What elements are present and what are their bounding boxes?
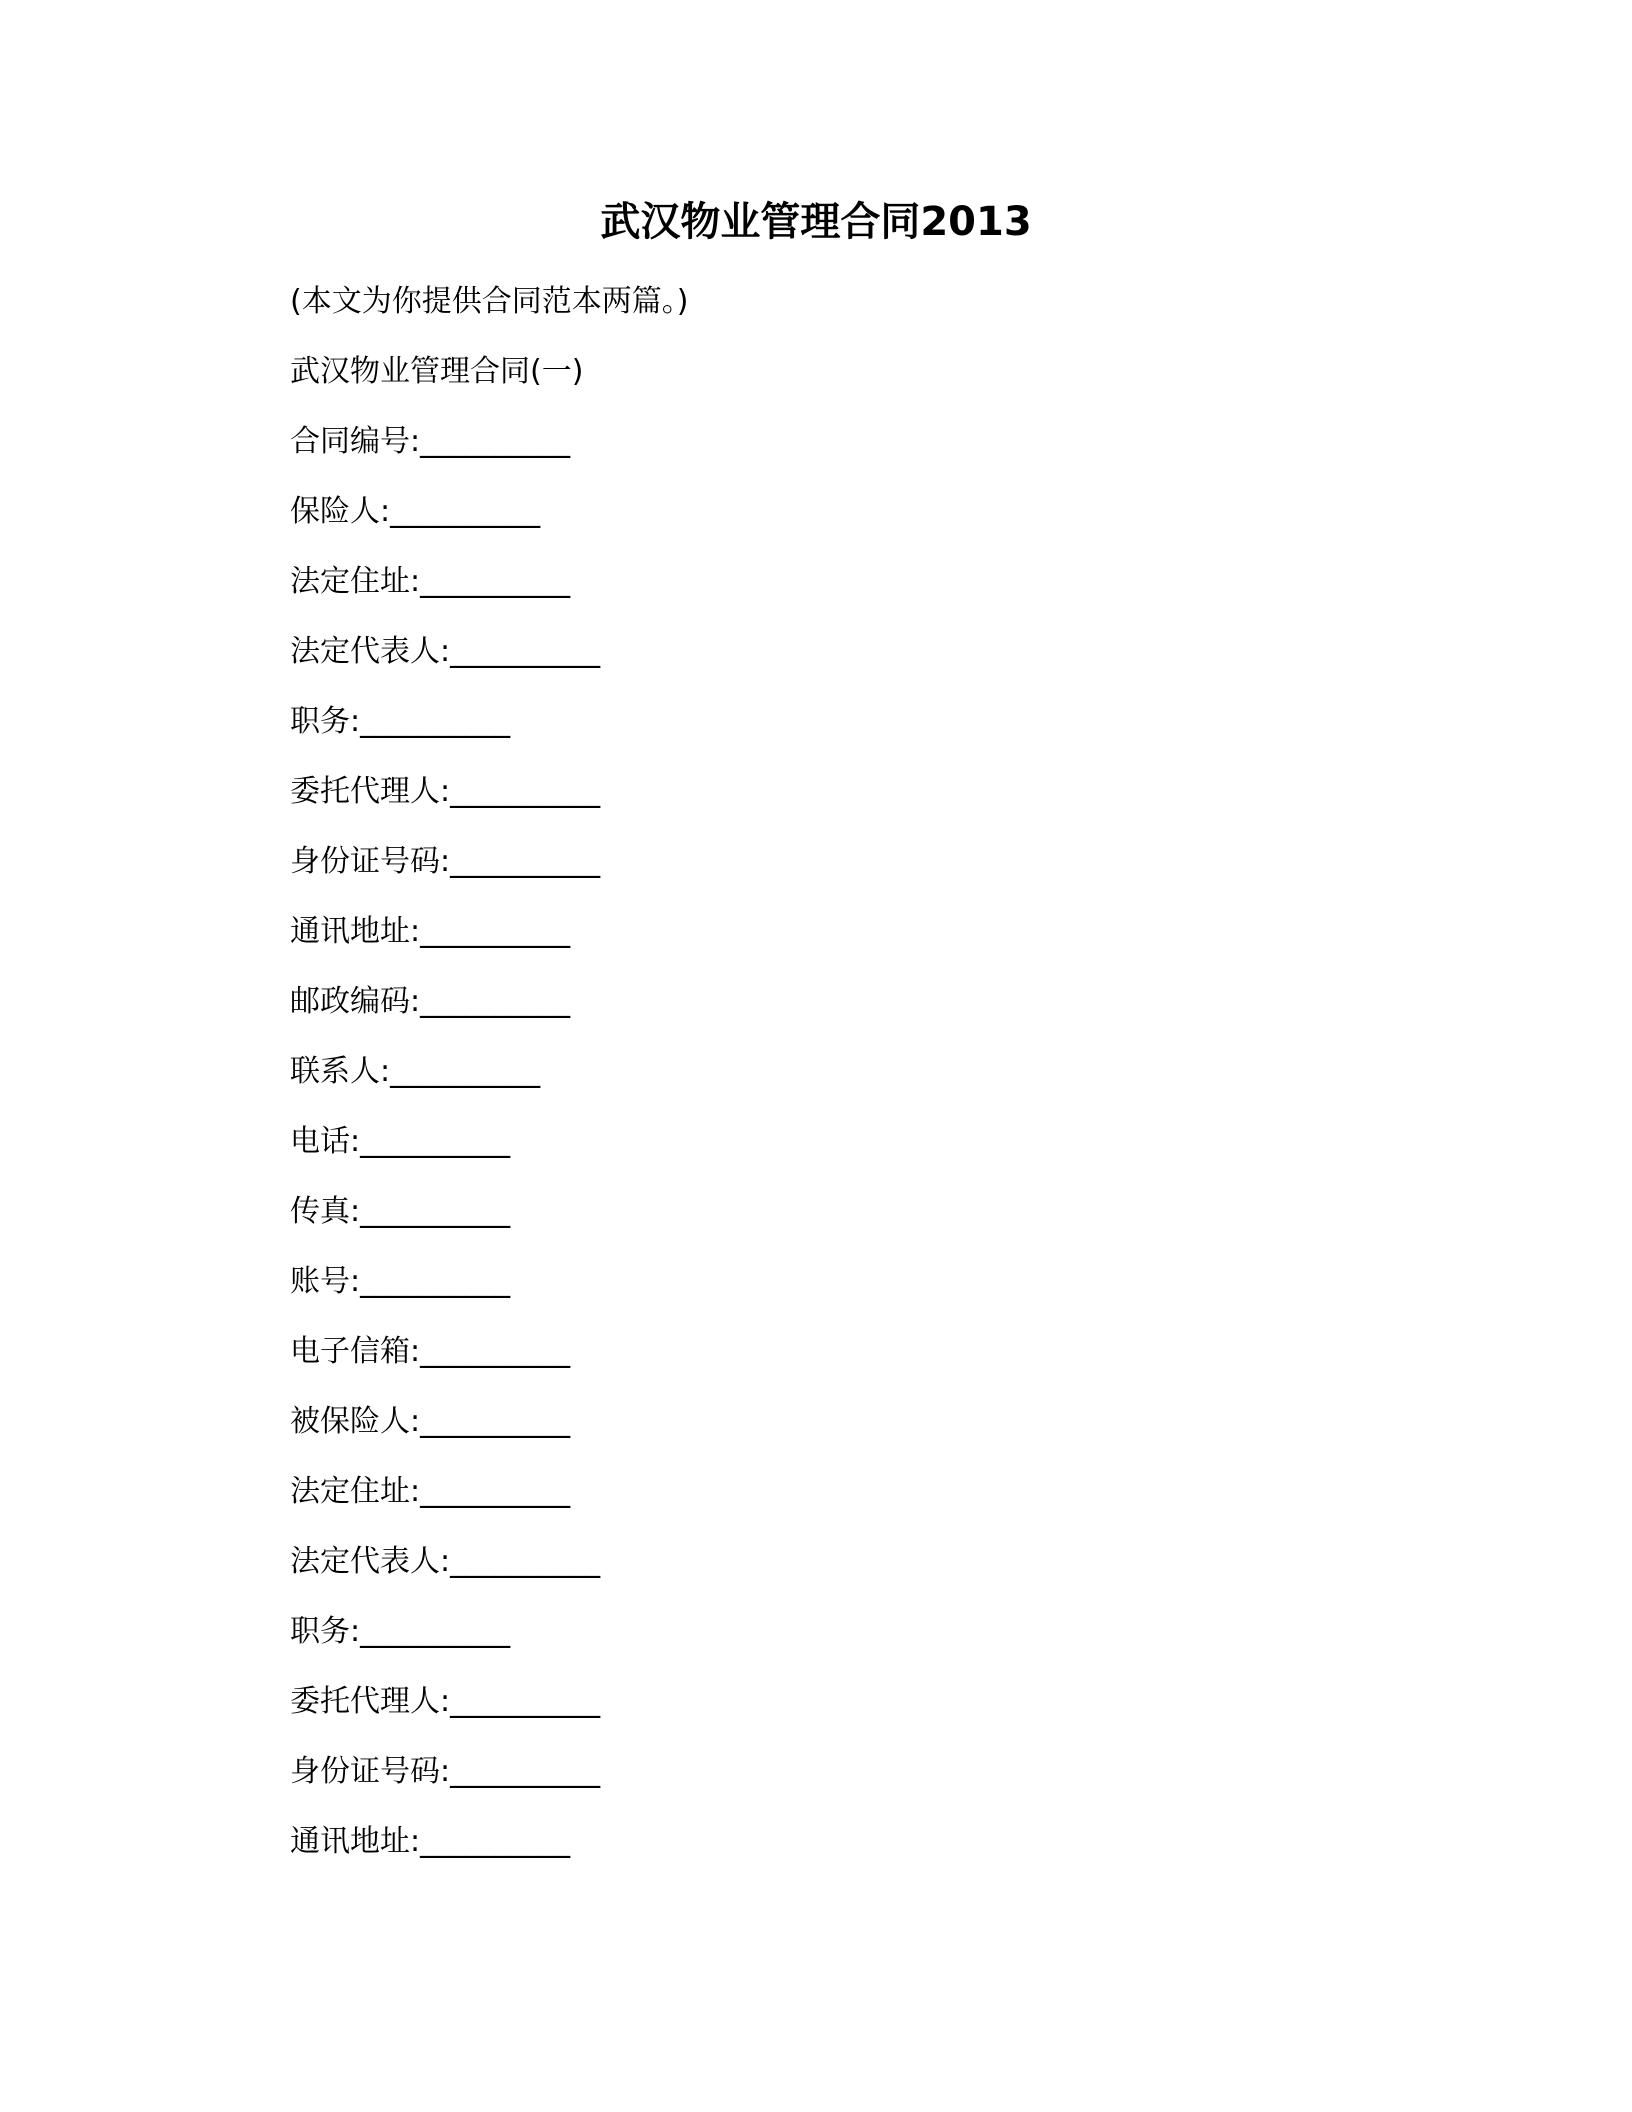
- field-label: 联系人:: [290, 1054, 391, 1089]
- field-blank: __________: [420, 1404, 571, 1439]
- field-label: 邮政编码:: [290, 984, 421, 1019]
- field-position: [290, 697, 1390, 767]
- field-contact-person: [290, 1047, 1390, 1117]
- field-label: 电话:: [290, 1124, 361, 1159]
- field-mailing-address: [290, 907, 1390, 977]
- field-insured: [290, 1397, 1390, 1467]
- field-blank: __________: [360, 704, 511, 739]
- field-authorized-agent-2: [290, 1677, 1390, 1747]
- field-label: 法定住址:: [290, 1474, 421, 1509]
- field-legal-address: [290, 557, 1390, 627]
- field-blank: __________: [450, 1544, 601, 1579]
- field-postal-code: [290, 977, 1390, 1047]
- field-account-number: [290, 1257, 1390, 1327]
- field-contract-number: [290, 417, 1390, 487]
- field-blank: __________: [420, 564, 571, 599]
- field-id-number: [290, 837, 1390, 907]
- field-label: 身份证号码:: [290, 1754, 451, 1789]
- field-label: 职务:: [290, 1614, 361, 1649]
- field-blank: __________: [360, 1264, 511, 1299]
- field-label: 法定代表人:: [290, 1544, 451, 1579]
- field-label: 委托代理人:: [290, 774, 451, 809]
- field-label: 通讯地址:: [290, 914, 421, 949]
- field-label: 账号:: [290, 1264, 361, 1299]
- field-email: [290, 1327, 1390, 1397]
- field-blank: __________: [420, 1334, 571, 1369]
- field-label: 通讯地址:: [290, 1824, 421, 1859]
- field-blank: __________: [450, 1684, 601, 1719]
- field-label: 法定代表人:: [290, 634, 451, 669]
- field-blank: __________: [450, 1754, 601, 1789]
- field-fax: [290, 1187, 1390, 1257]
- intro-text: (本文为你提供合同范本两篇。): [290, 284, 689, 319]
- field-label: 保险人:: [290, 494, 391, 529]
- field-blank: __________: [450, 634, 601, 669]
- field-blank: __________: [420, 1824, 571, 1859]
- field-id-number-2: [290, 1747, 1390, 1817]
- field-blank: __________: [420, 1474, 571, 1509]
- section-heading: 武汉物业管理合同(一): [290, 354, 584, 389]
- field-blank: __________: [450, 774, 601, 809]
- field-legal-representative-2: [290, 1537, 1390, 1607]
- field-label: 被保险人:: [290, 1404, 421, 1439]
- field-label: 委托代理人:: [290, 1684, 451, 1719]
- document-title: 武汉物业管理合同2013: [600, 199, 1032, 245]
- field-legal-address-2: [290, 1467, 1390, 1537]
- field-insurer: [290, 487, 1390, 557]
- field-blank: __________: [420, 424, 571, 459]
- field-phone: [290, 1117, 1390, 1187]
- field-blank: __________: [360, 1614, 511, 1649]
- field-mailing-address-2: [290, 1817, 1390, 1887]
- field-label: 传真:: [290, 1194, 361, 1229]
- field-blank: __________: [450, 844, 601, 879]
- field-authorized-agent: [290, 767, 1390, 837]
- field-blank: __________: [360, 1124, 511, 1159]
- field-label: 电子信箱:: [290, 1334, 421, 1369]
- field-legal-representative: [290, 627, 1390, 697]
- document-body: [290, 277, 1390, 1887]
- field-label: 合同编号:: [290, 424, 421, 459]
- field-blank: __________: [360, 1194, 511, 1229]
- field-blank: __________: [420, 914, 571, 949]
- field-label: 职务:: [290, 704, 361, 739]
- field-blank: __________: [390, 494, 541, 529]
- field-label: 身份证号码:: [290, 844, 451, 879]
- field-blank: __________: [420, 984, 571, 1019]
- field-blank: __________: [390, 1054, 541, 1089]
- field-position-2: [290, 1607, 1390, 1677]
- field-label: 法定住址:: [290, 564, 421, 599]
